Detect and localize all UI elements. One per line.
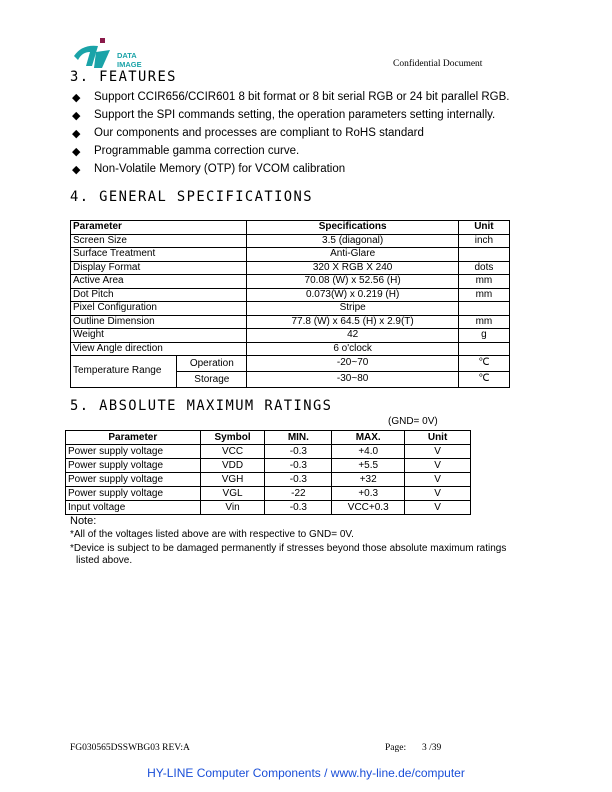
logo-text-data: DATA xyxy=(117,51,137,60)
cell: Input voltage xyxy=(66,501,201,515)
cell: V xyxy=(405,473,471,487)
table-row xyxy=(71,234,510,248)
cell: VDD xyxy=(200,459,265,473)
hy-line-link[interactable]: HY-LINE Computer Components / www.hy-line.de/computer xyxy=(147,766,465,780)
general-specs-table xyxy=(70,220,510,388)
cell: Pixel Configuration xyxy=(71,302,247,316)
cell: Vin xyxy=(200,501,265,515)
cell: mm xyxy=(458,315,509,329)
table-row xyxy=(66,445,471,459)
feature-item: ◆ Support the SPI commands setting, the operation parameters setting internally. xyxy=(72,109,496,122)
cell: Active Area xyxy=(71,275,247,289)
cell: -20~70 xyxy=(247,356,458,372)
diamond-bullet-icon: ◆ xyxy=(72,146,81,158)
note-2: *Device is subject to be damaged permanently if stresses beyond those absolute maximum ratings xyxy=(70,543,507,554)
cell: Screen Size xyxy=(71,234,247,248)
header-unit: Unit xyxy=(458,221,509,235)
cell: Power supply voltage xyxy=(66,487,201,501)
cell: Surface Treatment xyxy=(71,248,247,262)
cell xyxy=(458,342,509,356)
cell: Power supply voltage xyxy=(66,445,201,459)
cell: g xyxy=(458,329,509,343)
cell: 3.5 (diagonal) xyxy=(247,234,458,248)
table-row xyxy=(66,487,471,501)
cell: Weight xyxy=(71,329,247,343)
cell: 0.073(W) x 0.219 (H) xyxy=(247,288,458,302)
table-row xyxy=(71,288,510,302)
diamond-bullet-icon: ◆ xyxy=(72,164,81,176)
cell: +5.5 xyxy=(332,459,405,473)
cell: 70.08 (W) x 52.56 (H) xyxy=(247,275,458,289)
table-row xyxy=(71,275,510,289)
table-header-row xyxy=(66,431,471,445)
header-cell: Symbol xyxy=(200,431,265,445)
footer-page-label: Page: xyxy=(385,743,407,753)
diamond-bullet-icon: ◆ xyxy=(72,110,81,122)
header-cell: Parameter xyxy=(66,431,201,445)
feature-item: ◆ Non-Volatile Memory (OTP) for VCOM calibration xyxy=(72,163,346,176)
table-row xyxy=(71,342,510,356)
cell: V xyxy=(405,501,471,515)
diamond-bullet-icon: ◆ xyxy=(72,128,81,140)
cell: 42 xyxy=(247,329,458,343)
cell: -0.3 xyxy=(265,459,332,473)
table-row xyxy=(66,459,471,473)
table-header-row xyxy=(71,221,510,235)
header-cell: Unit xyxy=(405,431,471,445)
cell xyxy=(458,302,509,316)
feature-item: ◆ Programmable gamma correction curve. xyxy=(72,145,300,158)
table-row xyxy=(71,248,510,262)
cell: Dot Pitch xyxy=(71,288,247,302)
absolute-ratings-table xyxy=(65,430,471,515)
cell: Anti-Glare xyxy=(247,248,458,262)
note-label: Note: xyxy=(70,515,97,527)
cell: mm xyxy=(458,275,509,289)
absolute-ratings-heading: 5. ABSOLUTE MAXIMUM RATINGS xyxy=(70,398,333,414)
company-logo xyxy=(72,38,152,70)
table-row xyxy=(71,356,510,372)
cell: dots xyxy=(458,261,509,275)
table-row xyxy=(71,261,510,275)
cell: Storage xyxy=(177,372,247,388)
cell: VCC xyxy=(200,445,265,459)
cell: 6 o'clock xyxy=(247,342,458,356)
gnd-note: (GND= 0V) xyxy=(388,416,438,427)
footer-doc-id: FG030565DSSWBG03 REV:A xyxy=(70,743,190,753)
cell: +4.0 xyxy=(332,445,405,459)
cell: V xyxy=(405,445,471,459)
cell: -0.3 xyxy=(265,445,332,459)
features-heading: 3. FEATURES xyxy=(70,69,177,85)
cell: Outline Dimension xyxy=(71,315,247,329)
logo-mark-icon xyxy=(72,38,112,70)
logo-text-image: IMAGE xyxy=(117,60,142,69)
cell: Stripe xyxy=(247,302,458,316)
cell: -0.3 xyxy=(265,473,332,487)
footer-page-number: 3 /39 xyxy=(422,743,442,753)
diamond-bullet-icon: ◆ xyxy=(72,92,81,104)
header-specifications: Specifications xyxy=(247,221,458,235)
cell: +32 xyxy=(332,473,405,487)
cell: View Angle direction xyxy=(71,342,247,356)
cell: mm xyxy=(458,288,509,302)
cell: VCC+0.3 xyxy=(332,501,405,515)
cell: -30~80 xyxy=(247,372,458,388)
cell: Power supply voltage xyxy=(66,473,201,487)
cell: Display Format xyxy=(71,261,247,275)
header-cell: MAX. xyxy=(332,431,405,445)
temperature-label: Temperature Range xyxy=(71,356,177,388)
table-row xyxy=(66,473,471,487)
cell: -22 xyxy=(265,487,332,501)
cell: Power supply voltage xyxy=(66,459,201,473)
cell: Operation xyxy=(177,356,247,372)
feature-item: ◆ Our components and processes are compliant to RoHS standard xyxy=(72,127,424,140)
cell: V xyxy=(405,459,471,473)
cell: V xyxy=(405,487,471,501)
cell: VGH xyxy=(200,473,265,487)
note-2-continued: listed above. xyxy=(76,555,133,566)
cell: inch xyxy=(458,234,509,248)
cell: +0.3 xyxy=(332,487,405,501)
cell: 320 X RGB X 240 xyxy=(247,261,458,275)
table-row xyxy=(66,501,471,515)
cell: ℃ xyxy=(458,372,509,388)
cell: VGL xyxy=(200,487,265,501)
cell: ℃ xyxy=(458,356,509,372)
confidential-label: Confidential Document xyxy=(393,59,483,69)
general-specs-heading: 4. GENERAL SPECIFICATIONS xyxy=(70,189,313,205)
header-cell: MIN. xyxy=(265,431,332,445)
cell xyxy=(458,248,509,262)
feature-item: ◆ Support CCIR656/CCIR601 8 bit format or 8 bit serial RGB or 24 bit parallel RGB. xyxy=(72,91,510,104)
cell: 77.8 (W) x 64.5 (H) x 2.9(T) xyxy=(247,315,458,329)
table-row xyxy=(71,329,510,343)
table-row xyxy=(71,315,510,329)
header-parameter: Parameter xyxy=(71,221,247,235)
cell: -0.3 xyxy=(265,501,332,515)
note-1: *All of the voltages listed above are with respective to GND= 0V. xyxy=(70,529,354,540)
table-row xyxy=(71,302,510,316)
